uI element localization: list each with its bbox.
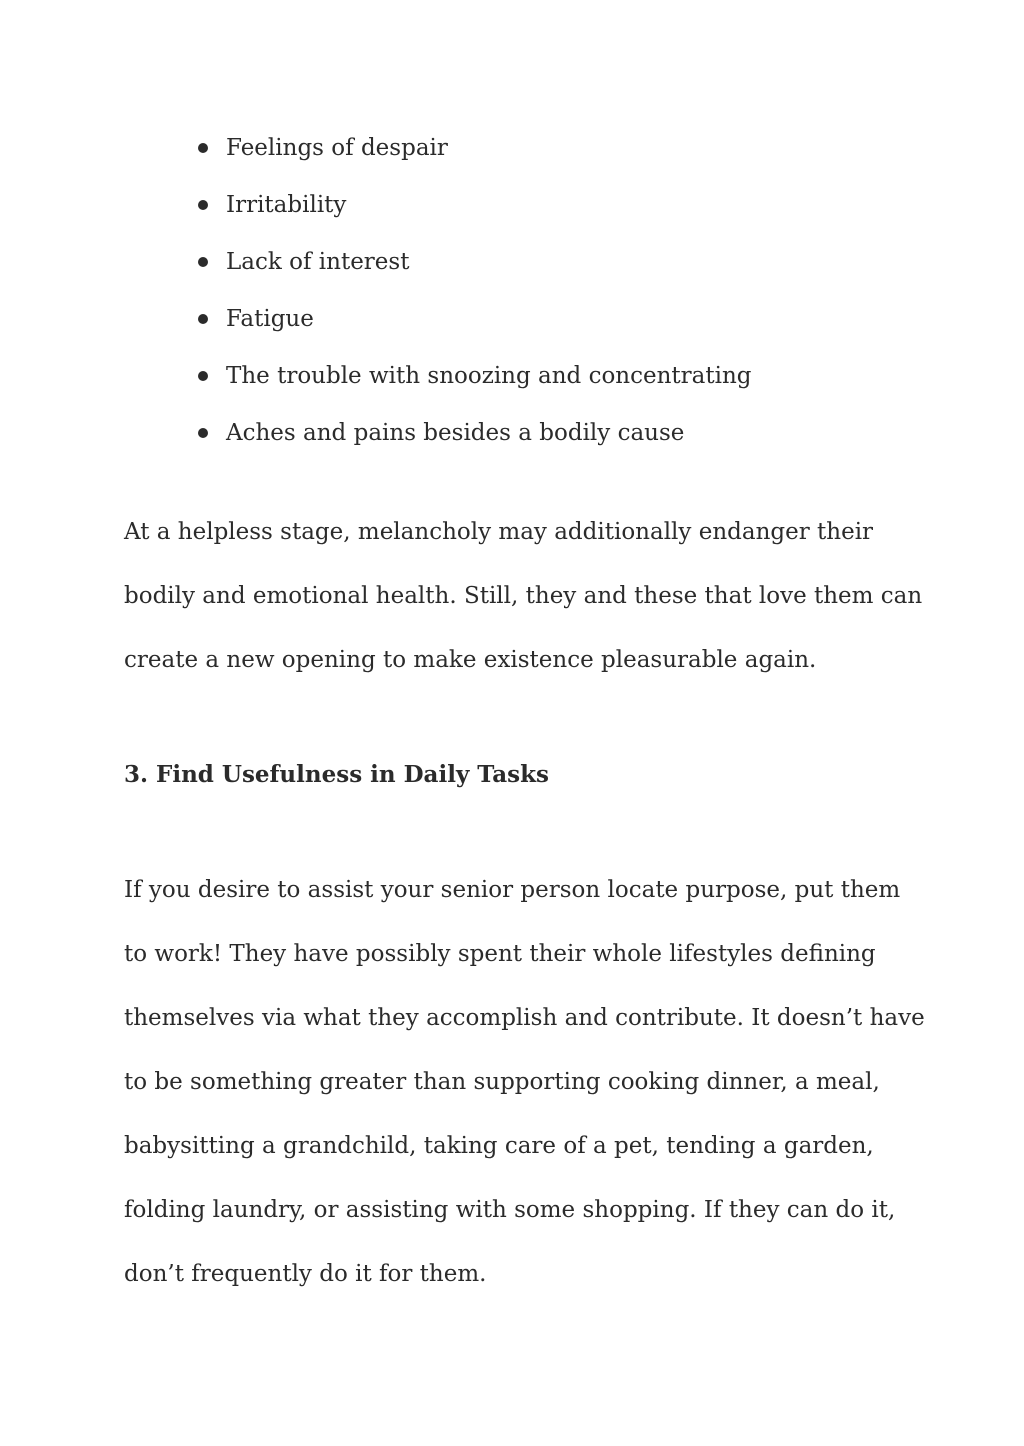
paragraph-line: babysitting a grandchild, taking care of a pet, tending a garden, [124, 1133, 874, 1159]
list-item [196, 234, 752, 291]
bullet-icon [198, 257, 208, 267]
bullet-icon [198, 428, 208, 438]
paragraph-line: to be something greater than supporting cooking dinner, a meal, [124, 1069, 880, 1095]
paragraph-line: create a new opening to make existence pleasurable again. [124, 647, 817, 673]
paragraph-line: to work! They have possibly spent their whole lifestyles defining [124, 941, 876, 967]
list-item-text: Feelings of despair [226, 135, 448, 161]
bullet-icon [198, 314, 208, 324]
paragraph-depression-impact [124, 500, 923, 692]
bullet-icon [198, 200, 208, 210]
list-item-text: Lack of interest [226, 249, 410, 275]
paragraph-line: At a helpless stage, melancholy may additionally endanger their [124, 519, 874, 545]
paragraph-line: bodily and emotional health. Still, they and these that love them can [124, 583, 923, 609]
list-item [196, 348, 752, 405]
bullet-icon [198, 371, 208, 381]
paragraph-line: themselves via what they accomplish and contribute. It doesn’t have [124, 1005, 925, 1031]
section-heading: 3. Find Usefulness in Daily Tasks [124, 761, 549, 788]
list-item [196, 120, 752, 177]
paragraph-daily-tasks [124, 858, 925, 1306]
list-item-text: Fatigue [226, 306, 314, 332]
list-item-text: The trouble with snoozing and concentrating [226, 363, 752, 389]
bullet-icon [198, 143, 208, 153]
paragraph-line: don’t frequently do it for them. [124, 1261, 487, 1287]
symptom-list [196, 120, 752, 462]
list-item [196, 291, 752, 348]
list-item-text: Aches and pains besides a bodily cause [226, 420, 685, 446]
paragraph-line: If you desire to assist your senior person locate purpose, put them [124, 877, 901, 903]
list-item [196, 405, 752, 462]
list-item [196, 177, 752, 234]
paragraph-line: folding laundry, or assisting with some shopping. If they can do it, [124, 1197, 896, 1223]
list-item-text: Irritability [226, 192, 347, 218]
